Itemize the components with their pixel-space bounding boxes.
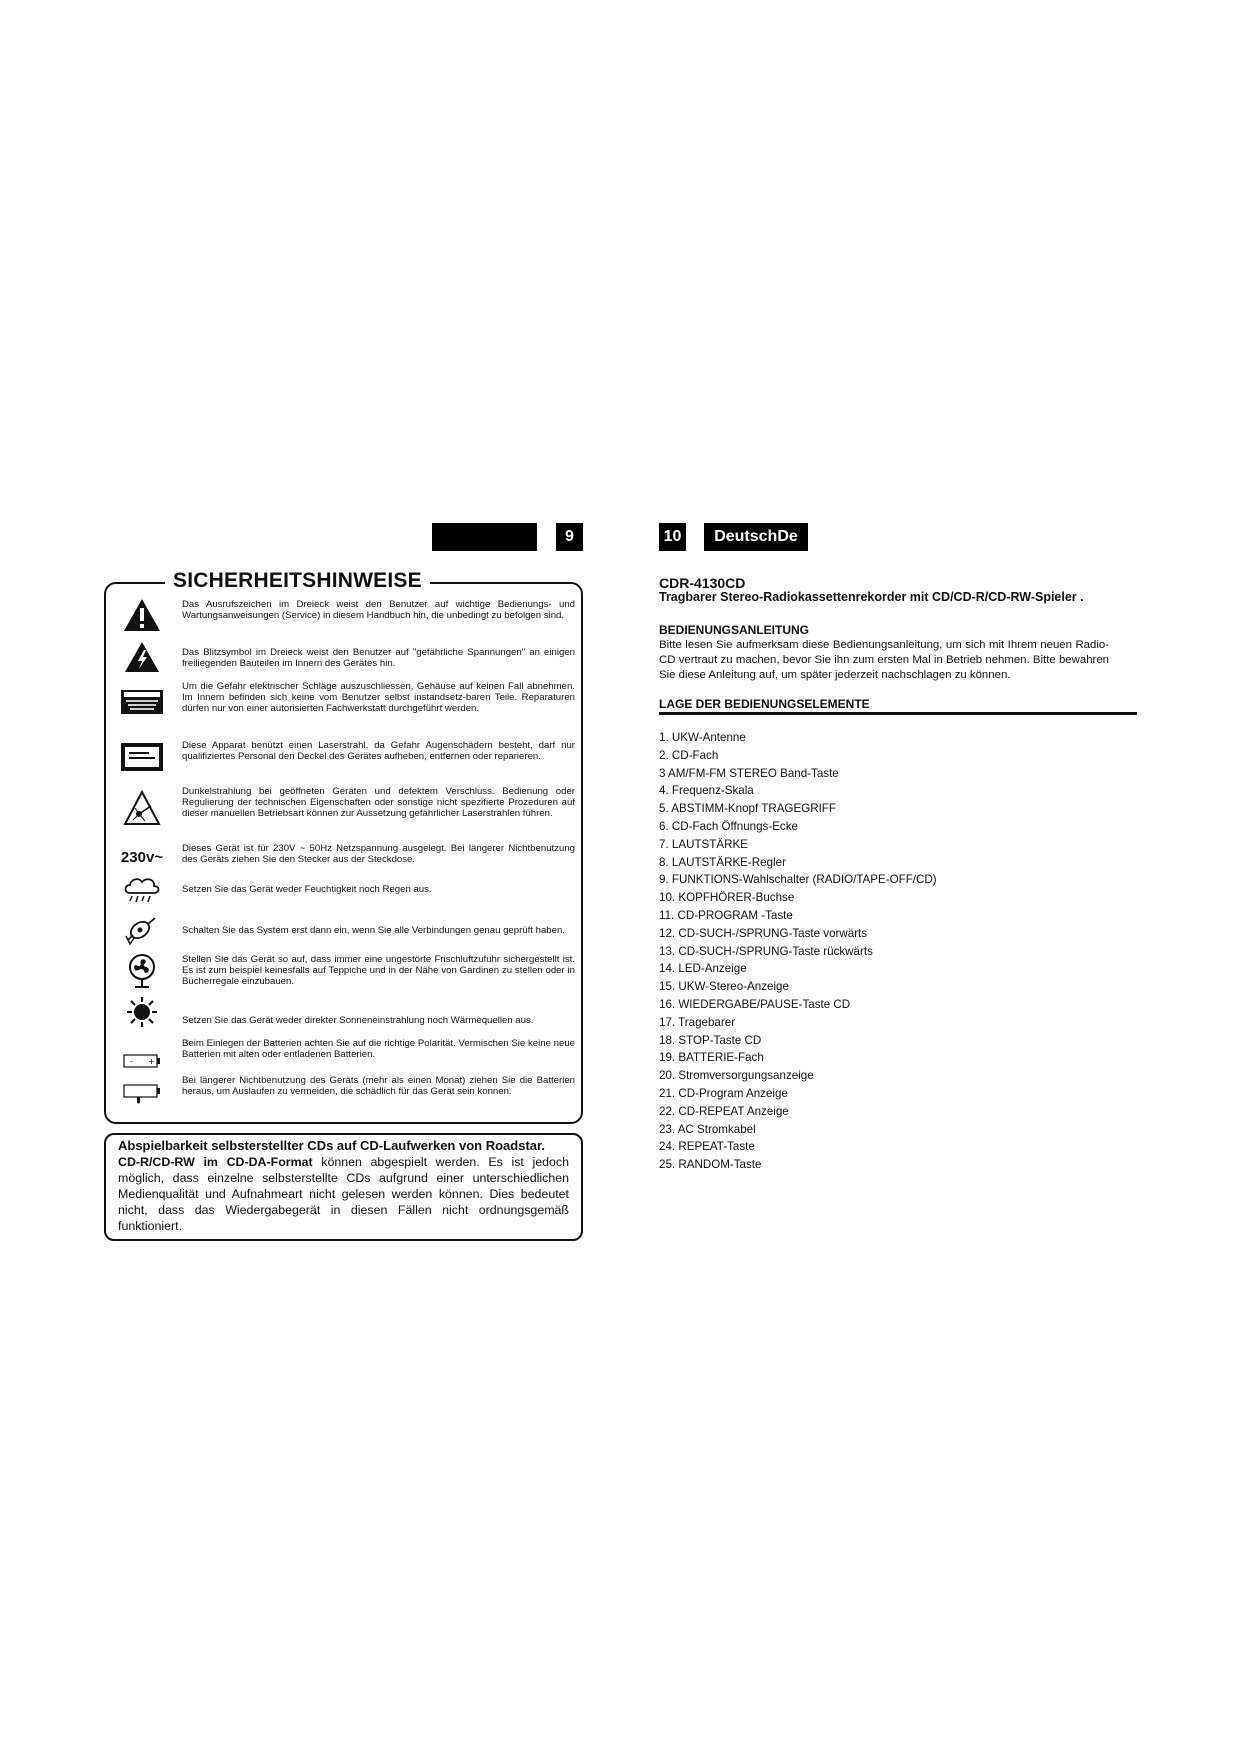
playability-text bbox=[118, 1154, 569, 1234]
list-item: 4. Frequenz-Skala bbox=[659, 784, 754, 798]
svg-text:-: - bbox=[130, 1057, 133, 1066]
heading-rule bbox=[659, 712, 1137, 715]
controls-list bbox=[659, 729, 937, 1174]
safety-text: Beim Einlegen der Batterien achten Sie auf die richtige Polarität. Vermischen Sie keine neue Batterien mit alten oder entladenen Batterien. bbox=[182, 1038, 575, 1060]
caution-label-icon bbox=[118, 689, 166, 715]
list-item: 5. ABSTIMM-Knopf TRAGEGRIFF bbox=[659, 802, 836, 816]
list-item: 19. BATTERIE-Fach bbox=[659, 1051, 764, 1065]
list-item: 23. AC Stromkabel bbox=[659, 1122, 756, 1136]
voltage-icon: 230v~ bbox=[120, 848, 164, 866]
list-item: 25. RANDOM-Taste bbox=[659, 1158, 762, 1172]
list-item: 13. CD-SUCH-/SPRUNG-Taste rückwärts bbox=[659, 944, 873, 958]
svg-text:+: + bbox=[148, 1057, 155, 1066]
safety-item bbox=[118, 738, 573, 778]
safety-item bbox=[118, 1075, 573, 1111]
playability-title: Abspielbarkeit selbsterstellter CDs auf CD-Laufwerken von Roadstar. bbox=[118, 1138, 545, 1153]
product-subtitle: Tragbarer Stereo-Radiokassettenrekorder mit CD/CD-R/CD-RW-Spieler . bbox=[659, 590, 1084, 604]
list-item: 17. Tragebarer bbox=[659, 1015, 736, 1029]
safety-item bbox=[118, 913, 573, 947]
safety-title: SICHERHEITSHINWEISE bbox=[165, 569, 430, 593]
safety-item bbox=[118, 786, 573, 836]
battery-icon bbox=[118, 1052, 166, 1070]
list-item: 12. CD-SUCH-/SPRUNG-Taste vorwärts bbox=[659, 926, 868, 940]
safety-text: Dunkelstrahlung bei geöffneten Geräten und defektem Verschluss. Bedienung oder Regulierung der technischen Eigenschaften oder sonstige nicht spezifierte Prozeduren auf dieser manuellen Betriebsart können zur Aussetzung gefährlicher Laserstrahlen führen. bbox=[182, 786, 575, 819]
list-item: 14. LED-Anzeige bbox=[659, 962, 747, 976]
laser-warning-triangle-icon bbox=[118, 788, 166, 828]
safety-text: Stellen Sie das Gerät so auf, dass immer eine ungestörte Frischluftzufuhr sichergestellt ist. Es ist zum beispiel keinesfalls auf Teppiche und in der Nähe von Gardinen zu stellen oder in Bücherregale einzubauen. bbox=[182, 954, 575, 987]
safety-item bbox=[118, 681, 573, 727]
playability-box bbox=[104, 1133, 583, 1241]
page-number-right: 10 bbox=[659, 523, 686, 551]
list-item: 9. FUNKTIONS-Wahlschalter (RADIO/TAPE-OFF/CD) bbox=[659, 873, 937, 887]
safety-item bbox=[118, 1038, 573, 1068]
playability-body: können abgespielt werden. Es ist jedoch möglich, dass einzelne selbsterstellte CDs aufgrund einer unterschiedlichen Medienqualität und Aufnahmeart nicht gelesen werden können. Dies bedeutet nicht, dass das Wiedergabegerät in diesen Fällen nicht ordnungsgemäß funktioniert. bbox=[118, 1155, 569, 1233]
list-item: 7. LAUTSTÄRKE bbox=[659, 837, 748, 851]
safety-item bbox=[118, 995, 573, 1029]
manual-heading: BEDIENUNGSANLEITUNG bbox=[659, 623, 810, 637]
list-item: 20. Stromversorgungsanzeige bbox=[659, 1069, 814, 1083]
safety-item bbox=[118, 642, 573, 672]
list-item: 10. KOPFHÖRER-Buchse bbox=[659, 891, 795, 905]
safety-text: Setzen Sie das Gerät weder Feuchtigkeit noch Regen aus. bbox=[182, 884, 432, 895]
safety-item bbox=[118, 875, 573, 907]
sun-icon bbox=[118, 995, 166, 1029]
controls-heading: LAGE DER BEDIENUNGSELEMENTE bbox=[659, 697, 870, 711]
class1-laser-label-icon bbox=[118, 742, 166, 772]
safety-text: Dieses Gerät ist für 230V ~ 50Hz Netzspannung ausgelegt. Bei längerer Nichtbenutzung des Geräts ziehen Sie den Stecker aus der Steckdose. bbox=[182, 843, 575, 865]
safety-item bbox=[118, 843, 573, 869]
language-tab: DeutschDe bbox=[704, 523, 808, 551]
manual-intro: Bitte lesen Sie aufmerksam diese Bedienungsanleitung, um sich mit Ihrem neuen Radio-CD vertraut zu machen, bevor Sie ihn zum ersten Mal in Betrieb nehmen. Bitte bewahren Sie diese Anleitung auf, um später jederzeit nachschlagen zu können. bbox=[659, 639, 1109, 681]
list-item: 18. STOP-Taste CD bbox=[659, 1033, 762, 1047]
safety-text: Um die Gefahr elektrischer Schläge auszuschliessen, Gehäuse auf keinen Fall abnehmen. Im Innern befinden sich keine vom Benutzer selbst instandsetz-baren Teile. Reparaturen dürfen nur von einer autorisierten Fachwerkstatt durchgeführt werden. bbox=[182, 681, 575, 714]
list-item: 11. CD-PROGRAM -Taste bbox=[659, 908, 793, 922]
exclamation-triangle-icon bbox=[118, 597, 166, 633]
list-item: 16. WIEDERGABE/PAUSE-Taste CD bbox=[659, 997, 851, 1011]
model-number: CDR-4130CD bbox=[659, 575, 746, 591]
list-item: 6. CD-Fach Öffnungs-Ecke bbox=[659, 819, 798, 833]
list-item: 8. LAUTSTÄRKE-Regler bbox=[659, 855, 786, 869]
safety-text: Schalten Sie das System erst dann ein, wenn Sie alle Verbindungen genau geprüft haben. bbox=[182, 925, 565, 936]
list-item: 15. UKW-Stereo-Anzeige bbox=[659, 980, 789, 994]
plug-connection-icon bbox=[118, 913, 166, 947]
ventilation-fan-icon bbox=[118, 952, 166, 990]
safety-text: Das Ausrufszeichen im Dreieck weist den Benutzer auf wichtige Bedienungs- und Wartungsanweisungen (Service) in diesem Handbuch hin, die unbedingt zu befolgen sind. bbox=[182, 599, 575, 621]
safety-text: Setzen Sie das Gerät weder direkter Sonneneinstrahlung noch Wärmequellen aus. bbox=[182, 1015, 534, 1026]
battery-leak-icon bbox=[118, 1083, 166, 1105]
list-item: 21. CD-Program Anzeige bbox=[659, 1086, 788, 1100]
rain-cloud-icon bbox=[118, 875, 166, 905]
safety-text: Bei längerer Nichtbenutzung des Geräts (mehr als einen Monat) ziehen Sie die Batterien heraus, um Auslaufen zu vermeiden, die schädlich für das Gerät sein konnen. bbox=[182, 1075, 575, 1097]
safety-text: Das Blitzsymbol im Dreieck weist den Benutzer auf "gefährliche Spannungen" an einigen freiliegenden Bauteilen im Innern des Gerätes hin. bbox=[182, 647, 575, 669]
list-item: 22. CD-REPEAT Anzeige bbox=[659, 1104, 789, 1118]
safety-text: Diese Apparat benützt einen Laserstrahl. da Gefahr Augenschädern besteht, darf nur qualifiziertes Personal den Deckel des Gerätes aufheben, entfernen oder reparieren. bbox=[182, 740, 575, 762]
lightning-triangle-icon bbox=[118, 640, 166, 674]
safety-item bbox=[118, 597, 573, 637]
list-item: 24. REPEAT-Taste bbox=[659, 1140, 755, 1154]
list-item: 2. CD-Fach bbox=[659, 748, 719, 762]
playability-bold-lead: CD-R/CD-RW im CD-DA-Format bbox=[118, 1155, 313, 1169]
list-item: 3 AM/FM-FM STEREO Band-Taste bbox=[659, 766, 839, 780]
page-number-left: 9 bbox=[556, 523, 583, 551]
list-item: 1. UKW-Antenne bbox=[659, 731, 746, 744]
safety-item bbox=[118, 952, 573, 992]
header-blank-tab bbox=[432, 523, 537, 551]
